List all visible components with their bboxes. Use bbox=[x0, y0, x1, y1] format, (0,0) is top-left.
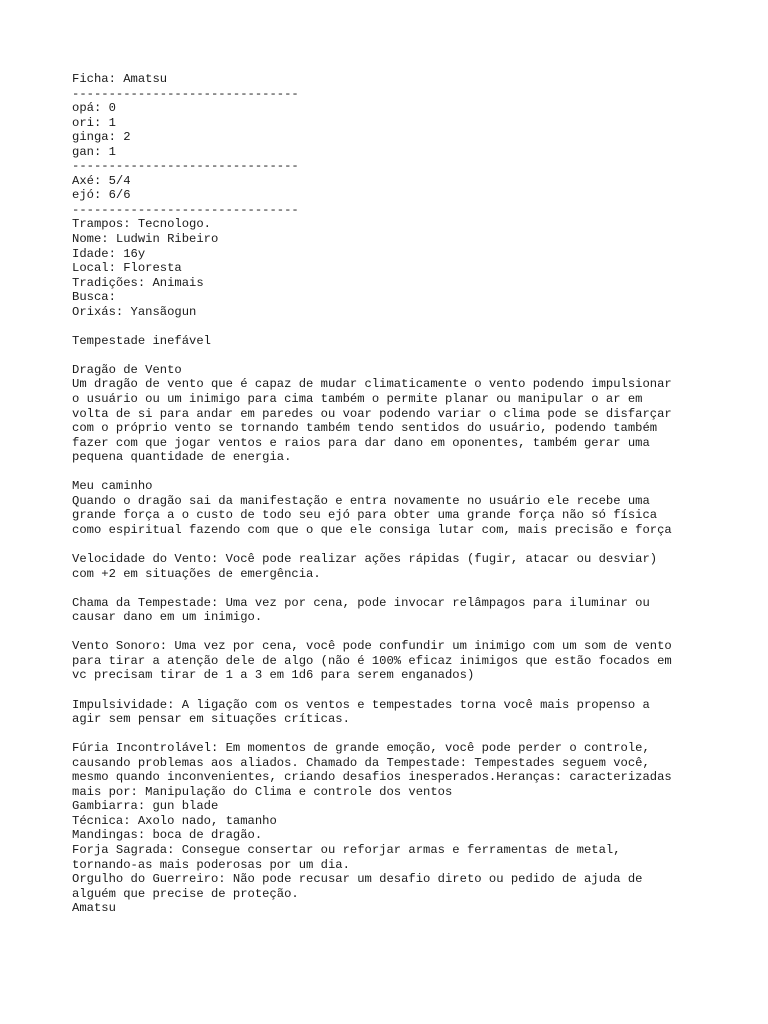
blank-line bbox=[72, 727, 712, 742]
impulsividade-section bbox=[72, 698, 712, 727]
paragraph-line: Mandingas: boca de dragão. bbox=[72, 828, 263, 843]
separator: ------------------------------- bbox=[72, 159, 299, 174]
chama-section bbox=[72, 596, 712, 625]
paragraph-line: vc precisam tirar de 1 a 3 em 1d6 para serem enganados) bbox=[72, 668, 475, 683]
blank-line bbox=[72, 538, 712, 553]
paragraph-line: Gambiarra: gun blade bbox=[72, 799, 219, 814]
attributes-list bbox=[72, 101, 712, 159]
paragraph-line: Quando o dragão sai da manifestação e entra novamente no usuário ele recebe uma bbox=[72, 493, 650, 508]
paragraph-line: Fúria Incontrolável: Em momentos de grande emoção, você pode perder o controle, bbox=[72, 741, 650, 756]
paragraph-line: Chama da Tempestade: Uma vez por cena, pode invocar relâmpagos para iluminar ou bbox=[72, 595, 650, 610]
paragraph-line: o usuário ou um inimigo para cima também o permite planar ou manipular o ar em bbox=[72, 392, 643, 407]
paragraph-line: para tirar a atenção dele de algo (não é 100% eficaz inimigos que estão focados em bbox=[72, 653, 672, 668]
info-line: Trampos: Tecnologo. bbox=[72, 217, 211, 232]
attribute-line: ori: 1 bbox=[72, 115, 116, 130]
paragraph-line: grande força a o custo de todo seu ejó para obter uma grande força não só física bbox=[72, 508, 658, 523]
paragraph-line: causando problemas aos aliados. Chamado da Tempestade: Tempestades seguem você, bbox=[72, 755, 650, 770]
separator: ------------------------------- bbox=[72, 86, 299, 101]
paragraph-line: com o próprio vento se tornando também tendo sentidos do usuário, podendo também bbox=[72, 421, 658, 436]
paragraph-line: pequena quantidade de energia. bbox=[72, 450, 292, 465]
resource-line: ejó: 6/6 bbox=[72, 188, 131, 203]
blank-line bbox=[72, 581, 712, 596]
info-line: Local: Floresta bbox=[72, 261, 182, 276]
paragraph-line: Impulsividade: A ligação com os ventos e tempestades torna você mais propenso a bbox=[72, 697, 650, 712]
attribute-line: opá: 0 bbox=[72, 101, 116, 116]
info-line: Idade: 16y bbox=[72, 246, 146, 261]
paragraph-line: Técnica: Axolo nado, tamanho bbox=[72, 813, 277, 828]
paragraph-line: com +2 em situações de emergência. bbox=[72, 566, 321, 581]
paragraph-line: Velocidade do Vento: Você pode realizar ações rápidas (fugir, atacar ou desviar) bbox=[72, 552, 658, 567]
info-list bbox=[72, 217, 712, 319]
paragraph-line: mais por: Manipulação do Clima e controle dos ventos bbox=[72, 784, 453, 799]
paragraph-line: Amatsu bbox=[72, 901, 116, 916]
section-title: Dragão de Vento bbox=[72, 362, 182, 377]
paragraph-line: causar dano em um inimigo. bbox=[72, 610, 263, 625]
dragao-section bbox=[72, 363, 712, 465]
paragraph-line: alguém que precise de proteção. bbox=[72, 886, 299, 901]
paragraph-line: Forja Sagrada: Consegue consertar ou reforjar armas e ferramentas de metal, bbox=[72, 842, 621, 857]
info-line: Busca: bbox=[72, 290, 116, 305]
resource-line: Axé: 5/4 bbox=[72, 173, 131, 188]
blank-line bbox=[72, 683, 712, 698]
blank-line bbox=[72, 319, 712, 334]
section-title: Tempestade inefável bbox=[72, 333, 211, 348]
paragraph-line: fazer com que jogar ventos e raios para dar dano em oponentes, também gerar uma bbox=[72, 435, 650, 450]
paragraph-line: Vento Sonoro: Uma vez por cena, você pode confundir um inimigo com um som de vento bbox=[72, 639, 672, 654]
paragraph-line: como espiritual fazendo com que o que ele consiga lutar com, mais precisão e força bbox=[72, 522, 672, 537]
paragraph-line: Um dragão de vento que é capaz de mudar climaticamente o vento podendo impulsionar bbox=[72, 377, 672, 392]
info-line: Orixás: Yansãogun bbox=[72, 304, 197, 319]
paragraph-line: Orgulho do Guerreiro: Não pode recusar um desafio direto ou pedido de ajuda de bbox=[72, 872, 643, 887]
blank-line bbox=[72, 465, 712, 480]
paragraph-line: agir sem pensar em situações críticas. bbox=[72, 712, 350, 727]
caminho-section bbox=[72, 479, 712, 537]
attribute-line: gan: 1 bbox=[72, 144, 116, 159]
blank-line bbox=[72, 348, 712, 363]
attribute-line: ginga: 2 bbox=[72, 130, 131, 145]
paragraph-line: tornando-as mais poderosas por um dia. bbox=[72, 857, 350, 872]
info-line: Tradições: Animais bbox=[72, 275, 204, 290]
document-page bbox=[72, 72, 712, 916]
section-title: Meu caminho bbox=[72, 479, 153, 494]
velocidade-section bbox=[72, 552, 712, 581]
furia-section bbox=[72, 741, 712, 916]
paragraph-line: mesmo quando inconvenientes, criando desafios inesperados.Heranças: caracterizadas bbox=[72, 770, 672, 785]
separator: ------------------------------- bbox=[72, 202, 299, 217]
resources-list bbox=[72, 174, 712, 203]
blank-line bbox=[72, 625, 712, 640]
info-line: Nome: Ludwin Ribeiro bbox=[72, 232, 219, 247]
sheet-title: Ficha: Amatsu bbox=[72, 72, 168, 86]
sonoro-section bbox=[72, 639, 712, 683]
paragraph-line: volta de si para andar em paredes ou voar podendo variar o clima pode se disfarçar bbox=[72, 406, 672, 421]
